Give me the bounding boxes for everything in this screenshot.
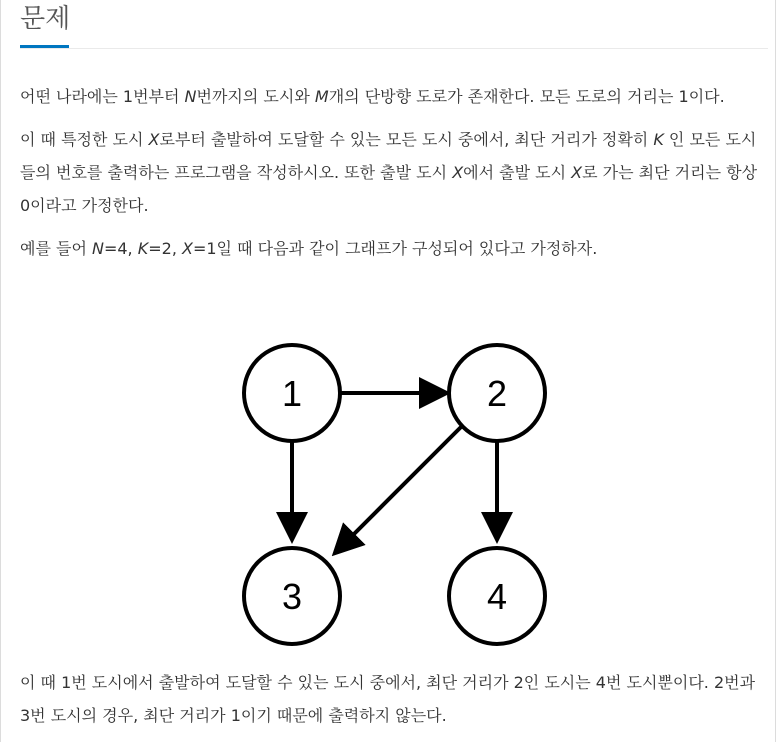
- paragraph-result: 이 때 1번 도시에서 출발하여 도달할 수 있는 도시 중에서, 최단 거리가 2인 도시는 4번 도시뿐이다. 2번과 3번 도시의 경우, 최단 거리가 1이기 때문에 출력하지 않는다.: [20, 673, 756, 725]
- text-segment: 이 때 특정한 도시: [20, 130, 149, 149]
- title-underline: [20, 45, 69, 48]
- variable-x: X: [148, 130, 160, 149]
- text-segment: 에서 출발 도시: [463, 163, 572, 182]
- text-segment: 로 가는 최단 거리는 항상 0이라고 가정한다.: [20, 163, 758, 215]
- text-segment: =2,: [148, 239, 182, 258]
- problem-description: [20, 80, 770, 275]
- paragraph-example: [20, 232, 770, 265]
- graph-diagram: [240, 338, 550, 648]
- graph-svg: [240, 338, 550, 648]
- text-segment: 로부터 출발하여 도달할 수 있는 모든 도시 중에서, 최단 거리가 정확히: [159, 130, 654, 149]
- example-explanation: [20, 666, 770, 732]
- text-segment: 어떤 나라에는 1번부터: [20, 87, 185, 106]
- edge-2-3: [336, 426, 462, 552]
- node-label: 2: [486, 373, 508, 414]
- section-header: [20, 0, 768, 49]
- variable-k: K: [137, 239, 149, 258]
- graph-node-3: [244, 548, 340, 644]
- text-segment: 인 모든 도시들의 번호를 출력하는 프로그램을 작성하시오. 또한 출발 도시: [20, 130, 757, 182]
- text-segment: 개의 단방향 도로가 존재한다. 모든 도로의 거리는 1이다.: [328, 87, 725, 106]
- text-segment: =4,: [103, 239, 138, 258]
- variable-x: X: [571, 163, 583, 182]
- variable-x: X: [452, 163, 464, 182]
- graph-node-1: [244, 345, 340, 441]
- node-label: 4: [486, 576, 508, 617]
- node-label: 1: [281, 373, 303, 414]
- section-title: 문제: [20, 4, 71, 34]
- variable-m: M: [314, 87, 329, 106]
- graph-node-2: [449, 345, 545, 441]
- variable-x: X: [182, 239, 193, 258]
- variable-k: K: [653, 130, 664, 149]
- paragraph-cities-roads: [20, 80, 770, 113]
- variable-n: N: [92, 239, 104, 258]
- text-segment: 예를 들어: [20, 239, 92, 258]
- left-border: [0, 0, 1, 742]
- variable-n: N: [184, 87, 197, 106]
- node-label: 3: [281, 576, 303, 617]
- text-segment: 번까지의 도시와: [196, 87, 315, 106]
- paragraph-task: [20, 123, 770, 222]
- graph-node-4: [449, 548, 545, 644]
- text-segment: =1일 때 다음과 같이 그래프가 구성되어 있다고 가정하자.: [192, 239, 598, 258]
